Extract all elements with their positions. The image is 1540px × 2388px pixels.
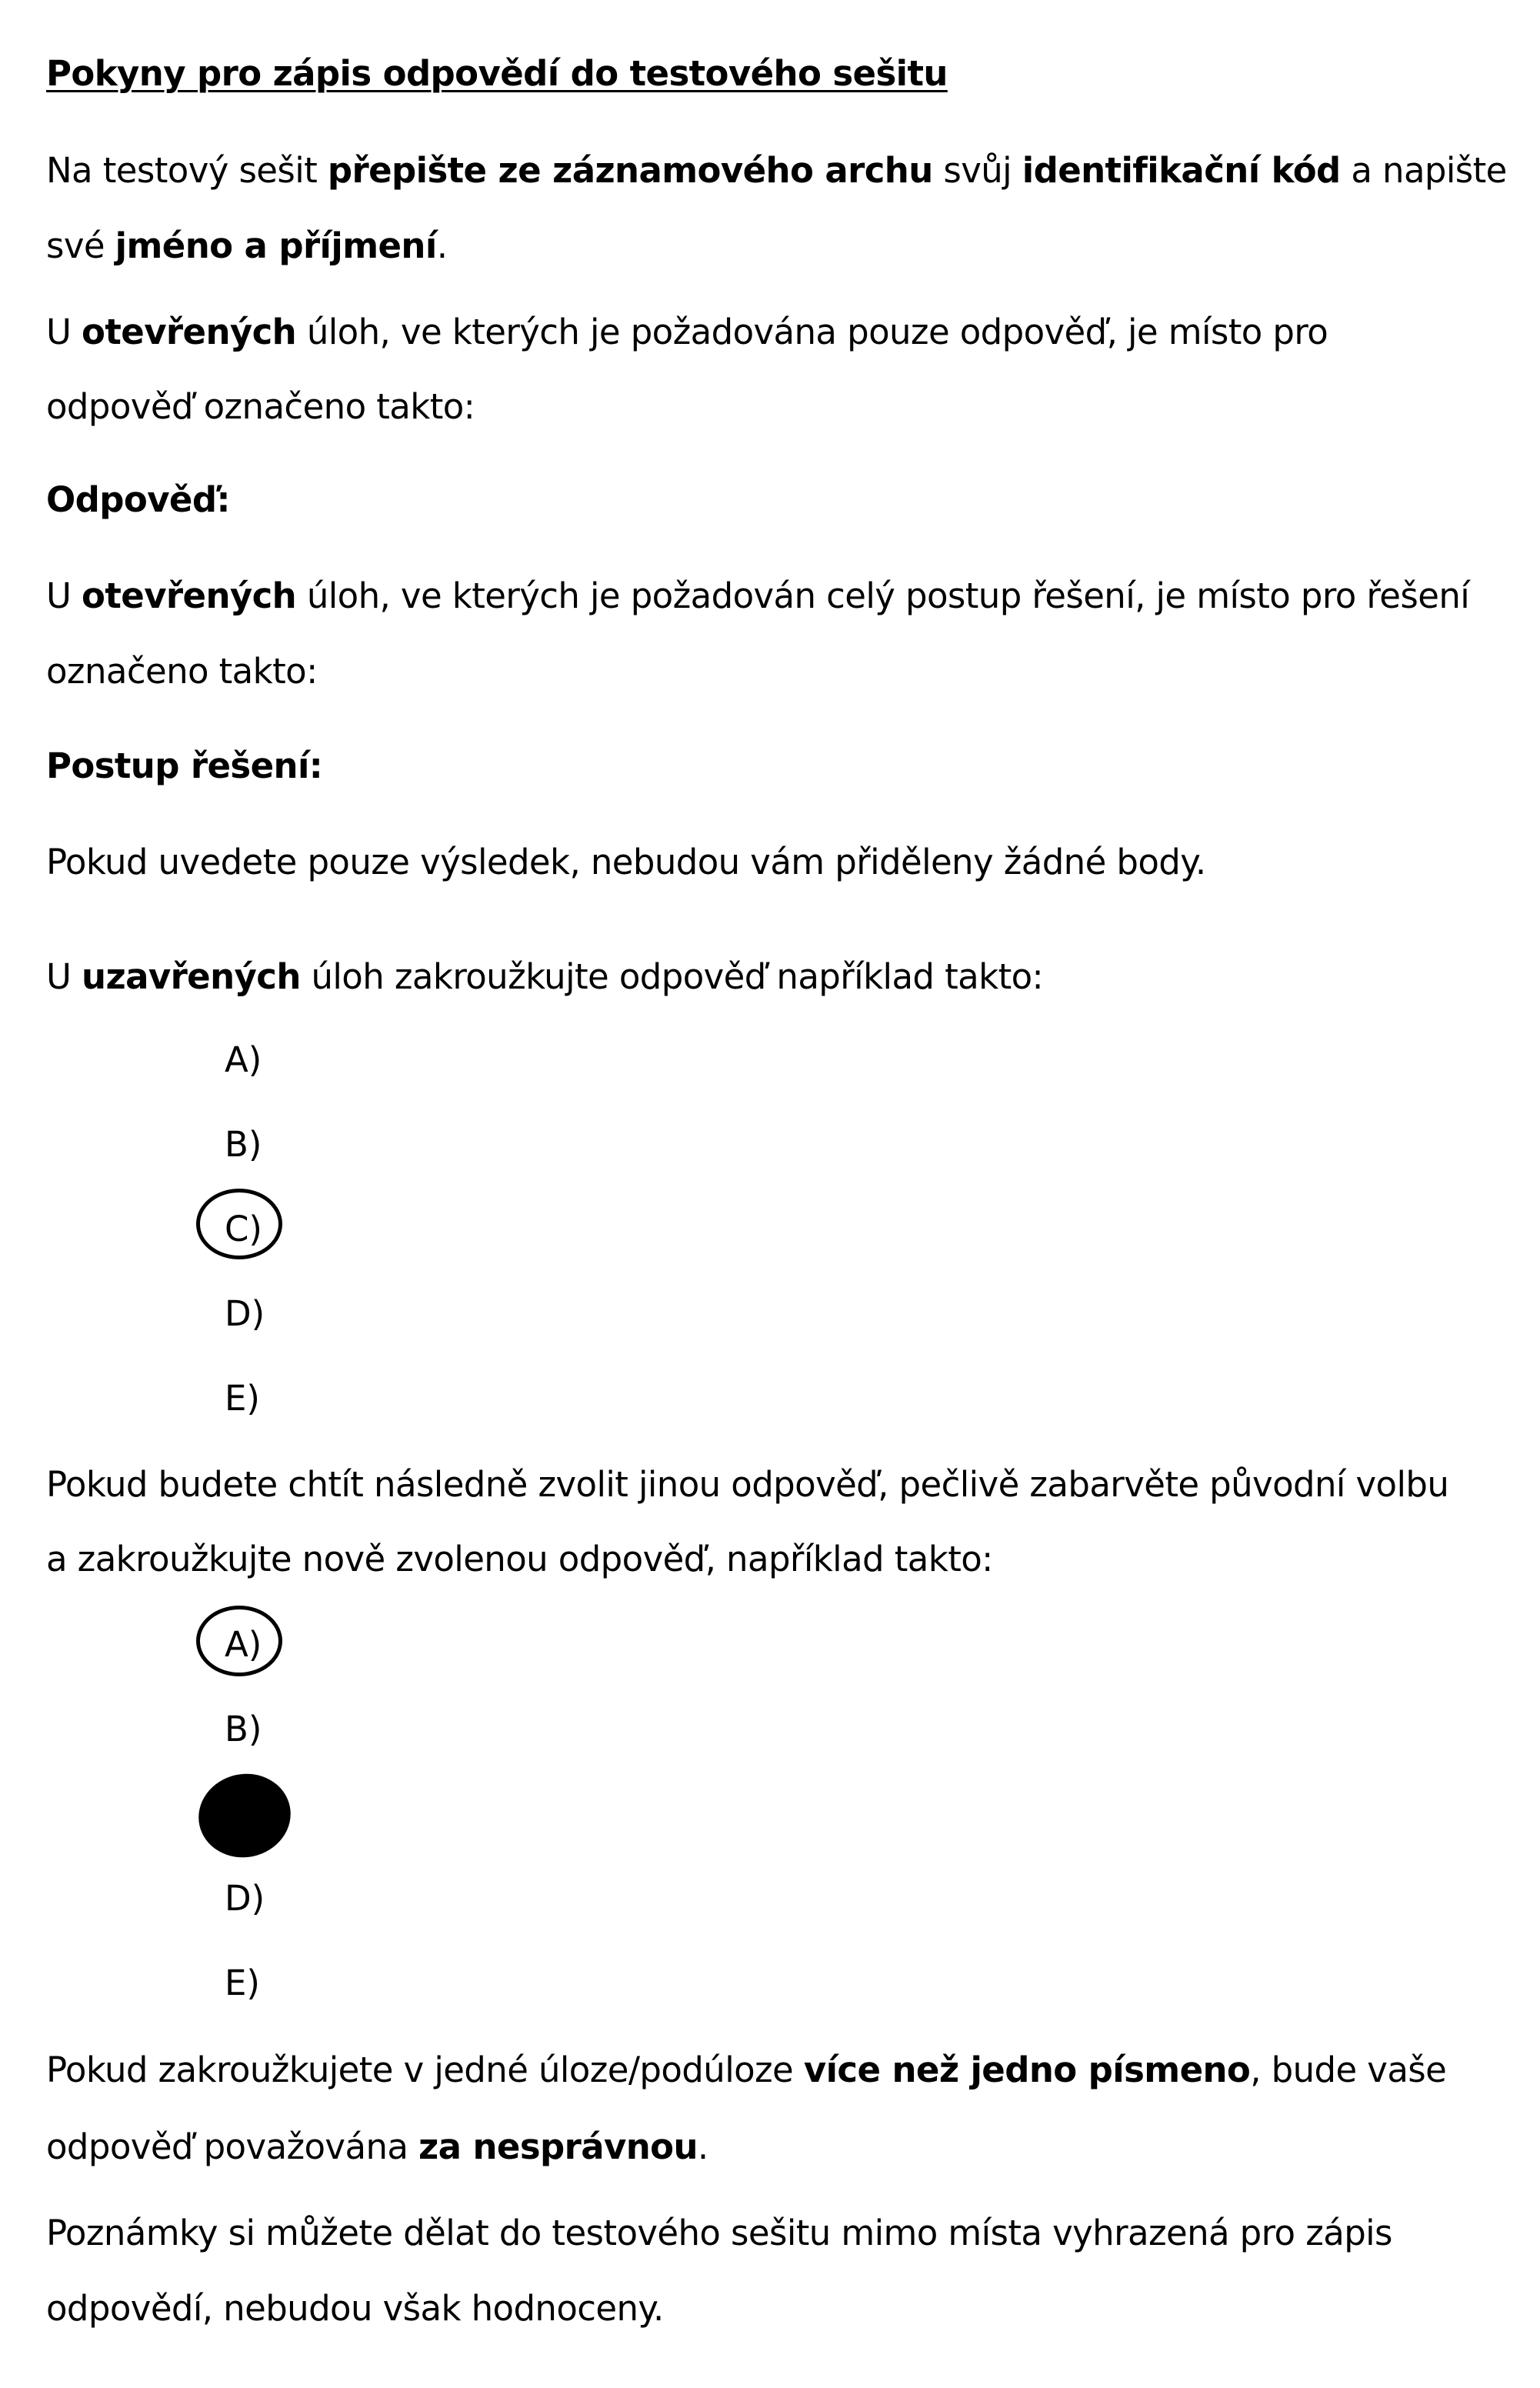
- multiple-line-1: [46, 2047, 1446, 2093]
- answer-label: Odpověď:: [46, 479, 230, 520]
- multiple-text: .: [697, 2126, 708, 2167]
- open-answer-line-2: odpověď označeno takto:: [46, 386, 475, 427]
- option-a-new: A): [225, 1624, 262, 1665]
- multiple-text: odpověď považována: [46, 2126, 419, 2167]
- open-solution-text: úloh, ve kterých je požadován celý postup řešení, je místo pro řešení: [296, 575, 1470, 616]
- notes-line-2: odpovědí, nebudou však hodnoceny.: [46, 2288, 664, 2329]
- intro-text: .: [436, 225, 448, 266]
- open-solution-bold: otevřených: [82, 575, 297, 616]
- closed-text: úloh zakroužkujte odpověď například takto:: [300, 956, 1044, 997]
- open-answer-text: úloh, ve kterých je požadována pouze odpověď, je místo pro: [296, 312, 1328, 352]
- open-answer-line-1: [46, 309, 1328, 355]
- multiple-bold-incorrect: za nesprávnou: [418, 2126, 698, 2167]
- solution-note: Pokud uvedete pouze výsledek, nebudou vám přiděleny žádné body.: [46, 842, 1206, 882]
- change-line-1: Pokud budete chtít následně zvolit jinou odpověď, pečlivě zabarvěte původní volbu: [46, 1464, 1449, 1505]
- intro-text: své: [46, 225, 115, 266]
- closed-line-1: [46, 954, 1043, 1000]
- change-line-2: a zakroužkujte nově zvolenou odpověď, například takto:: [46, 1539, 993, 1579]
- open-answer-text: U: [46, 312, 82, 352]
- open-answer-bold: otevřených: [82, 312, 297, 352]
- option-e: E): [225, 1378, 260, 1419]
- intro-bold-id-code: identifikační kód: [1022, 150, 1341, 191]
- notes-line-1: Poznámky si můžete dělat do testového sešitu mimo místa vyhrazená pro zápis: [46, 2213, 1392, 2253]
- option-b-new: B): [225, 1709, 262, 1749]
- multiple-text: Pokud zakroužkujete v jedné úloze/podúloze: [46, 2049, 804, 2090]
- intro-text: Na testový sešit: [46, 150, 328, 191]
- closed-bold: uzavřených: [82, 956, 301, 997]
- solution-label: Postup řešení:: [46, 745, 323, 786]
- option-a: A): [225, 1039, 262, 1080]
- intro-line-2: [46, 223, 447, 269]
- intro-bold-name: jméno a příjmení: [115, 225, 437, 266]
- multiple-text: , bude vaše: [1250, 2049, 1447, 2090]
- option-c: C): [225, 1209, 262, 1249]
- intro-bold-rewrite: přepište ze záznamového archu: [327, 150, 933, 191]
- option-b: B): [225, 1124, 262, 1165]
- option-e-new: E): [225, 1963, 260, 2003]
- option-d: D): [225, 1293, 265, 1334]
- intro-text: a napište: [1340, 150, 1507, 191]
- closed-text: U: [46, 956, 82, 997]
- filled-cancelled-mark: [191, 1766, 298, 1866]
- page-title: Pokyny pro zápis odpovědí do testového sešitu: [46, 53, 948, 94]
- multiple-bold: více než jedno písmeno: [803, 2049, 1251, 2090]
- option-d-new: D): [225, 1878, 265, 1919]
- open-solution-line-1: [46, 573, 1469, 619]
- open-solution-line-2: označeno takto:: [46, 651, 318, 692]
- intro-line-1: [46, 148, 1507, 194]
- multiple-line-2: [46, 2124, 708, 2170]
- intro-text: svůj: [932, 150, 1022, 191]
- open-solution-text: U: [46, 575, 82, 616]
